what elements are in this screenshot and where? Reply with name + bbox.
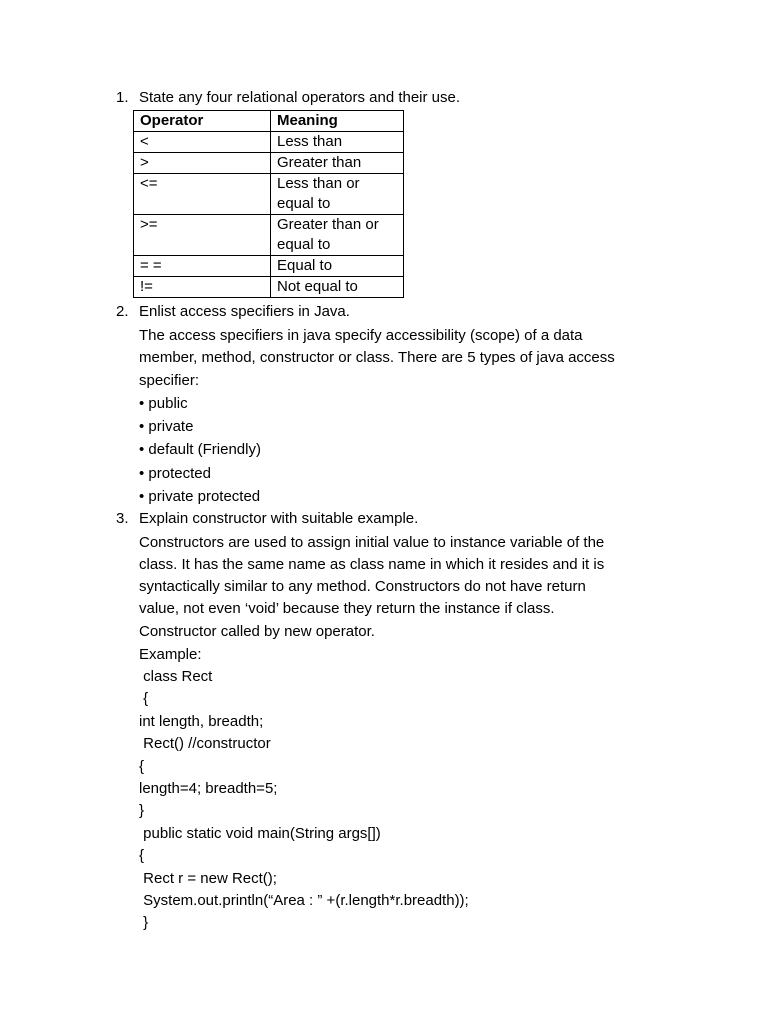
q3-para-line: Constructors are used to assign initial value to instance variable of the — [139, 534, 605, 551]
code-line: } — [139, 802, 145, 819]
q1-number: 1. — [116, 89, 129, 106]
q1-text: State any four relational operators and their use. — [139, 89, 461, 106]
operator-cell: = = — [134, 256, 271, 277]
code-line: } — [139, 914, 149, 931]
q2-para-line: member, method, constructor or class. There are 5 types of java access — [139, 349, 615, 366]
table-row — [134, 277, 404, 298]
meaning-cell: Not equal to — [271, 277, 404, 298]
bullet-item: • default (Friendly) — [139, 441, 261, 458]
code-line: Rect() //constructor — [139, 735, 271, 752]
bullet-item: • private — [139, 418, 194, 435]
q3-para-line: value, not even ‘void’ because they return the instance if class. — [139, 600, 555, 617]
table-row — [134, 153, 404, 174]
meaning-cell: Greater than — [271, 153, 404, 174]
code-line: length=4; breadth=5; — [139, 780, 278, 797]
code-line: public static void main(String args[]) — [139, 825, 381, 842]
table-header-row — [134, 111, 404, 132]
code-line: int length, breadth; — [139, 713, 264, 730]
operator-cell: >= — [134, 215, 271, 256]
header-operator: Operator — [134, 111, 271, 132]
bullet-item: • private protected — [139, 488, 261, 505]
operator-cell: <= — [134, 174, 271, 215]
bullet-item: • public — [139, 395, 188, 412]
header-meaning: Meaning — [271, 111, 404, 132]
code-line: { — [139, 758, 145, 775]
q3-para-line: Example: — [139, 646, 202, 663]
table-row — [134, 256, 404, 277]
q3-para-line: Constructor called by new operator. — [139, 623, 375, 640]
operator-cell: != — [134, 277, 271, 298]
q2-number: 2. — [116, 303, 129, 320]
bullet-item: • protected — [139, 465, 211, 482]
q2-para-line: The access specifiers in java specify accessibility (scope) of a data — [139, 327, 583, 344]
operator-cell: > — [134, 153, 271, 174]
meaning-cell: Less than or equal to — [271, 174, 404, 215]
operator-cell: < — [134, 132, 271, 153]
code-line: Rect r = new Rect(); — [139, 870, 277, 887]
code-line: { — [139, 847, 145, 864]
table-row — [134, 132, 404, 153]
q3-text: Explain constructor with suitable example. — [139, 510, 419, 527]
q3-para-line: syntactically similar to any method. Constructors do not have return — [139, 578, 586, 595]
meaning-cell: Greater than or equal to — [271, 215, 404, 256]
code-line: { — [139, 690, 149, 707]
meaning-cell: Less than — [271, 132, 404, 153]
table-row — [134, 215, 404, 256]
q3-number: 3. — [116, 510, 129, 527]
q2-para-line: specifier: — [139, 372, 200, 389]
operators-table — [133, 110, 404, 298]
q2-text: Enlist access specifiers in Java. — [139, 303, 350, 320]
q3-para-line: class. It has the same name as class name in which it resides and it is — [139, 556, 605, 573]
code-line: System.out.println(“Area : ” +(r.length*r.breadth)); — [139, 892, 469, 909]
code-line: class Rect — [139, 668, 213, 685]
meaning-cell: Equal to — [271, 256, 404, 277]
table-row — [134, 174, 404, 215]
